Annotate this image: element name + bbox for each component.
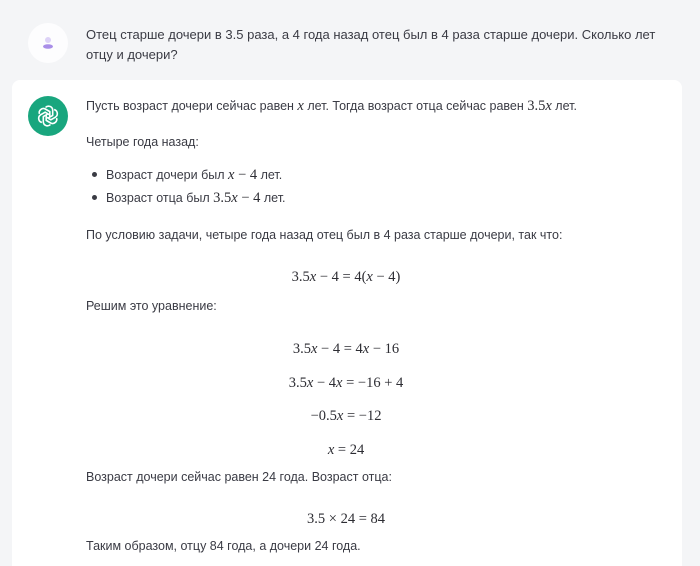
user-message (0, 0, 700, 80)
math-var-x: x (297, 98, 304, 114)
solution-step: −0.5x = −12 (310, 408, 382, 424)
solution-step: 3.5x − 4x = −16 + 4 (288, 375, 404, 391)
bullet-text: Возраст дочери был (106, 168, 228, 182)
daughter-age-paragraph: Возраст дочери сейчас равен 24 года. Возраст отца: (86, 470, 392, 484)
main-equation: 3.5x − 4 = 4(x − 4) (291, 269, 401, 285)
assistant-avatar (28, 96, 68, 136)
father-age-equation: 3.5 × 24 = 84 (307, 511, 385, 527)
four-years-ago-label: Четыре года назад: (86, 135, 199, 149)
assistant-message (12, 80, 682, 566)
condition-paragraph: По условию задачи, четыре года назад отец был в 4 раза старше дочери, так что: (86, 228, 563, 242)
user-avatar (28, 23, 68, 63)
user-icon (41, 36, 55, 50)
bullet-dot (92, 195, 97, 200)
bullet-item (92, 189, 286, 207)
bullet-dot (92, 172, 97, 177)
user-message-text: Отец старше дочери в 3.5 раза, а 4 года назад отец был в 4 раза старше дочери. Сколько лет отцу и дочери? (86, 27, 656, 62)
intro-text-2: лет. Тогда возраст отца сейчас равен (303, 99, 528, 113)
intro-text-3: лет. (551, 99, 577, 113)
math-expression: x − 4 (228, 167, 258, 183)
bullet-suffix: лет. (257, 168, 283, 182)
bullet-item (92, 166, 282, 184)
bullet-suffix: лет. (260, 191, 286, 205)
intro-text-1: Пусть возраст дочери сейчас равен (86, 99, 298, 113)
solution-step: 3.5x − 4 = 4x − 16 (292, 341, 400, 357)
math-father-age: 3.5x (527, 98, 552, 114)
intro-paragraph (86, 97, 577, 115)
solution-step: x = 24 (327, 442, 365, 458)
conclusion-paragraph: Таким образом, отцу 84 года, а дочери 24 года. (86, 539, 361, 553)
solve-label: Решим это уравнение: (86, 299, 217, 313)
openai-logo-icon (34, 102, 62, 130)
bullet-text: Возраст отца был (106, 191, 214, 205)
math-expression: 3.5x − 4 (213, 190, 261, 206)
